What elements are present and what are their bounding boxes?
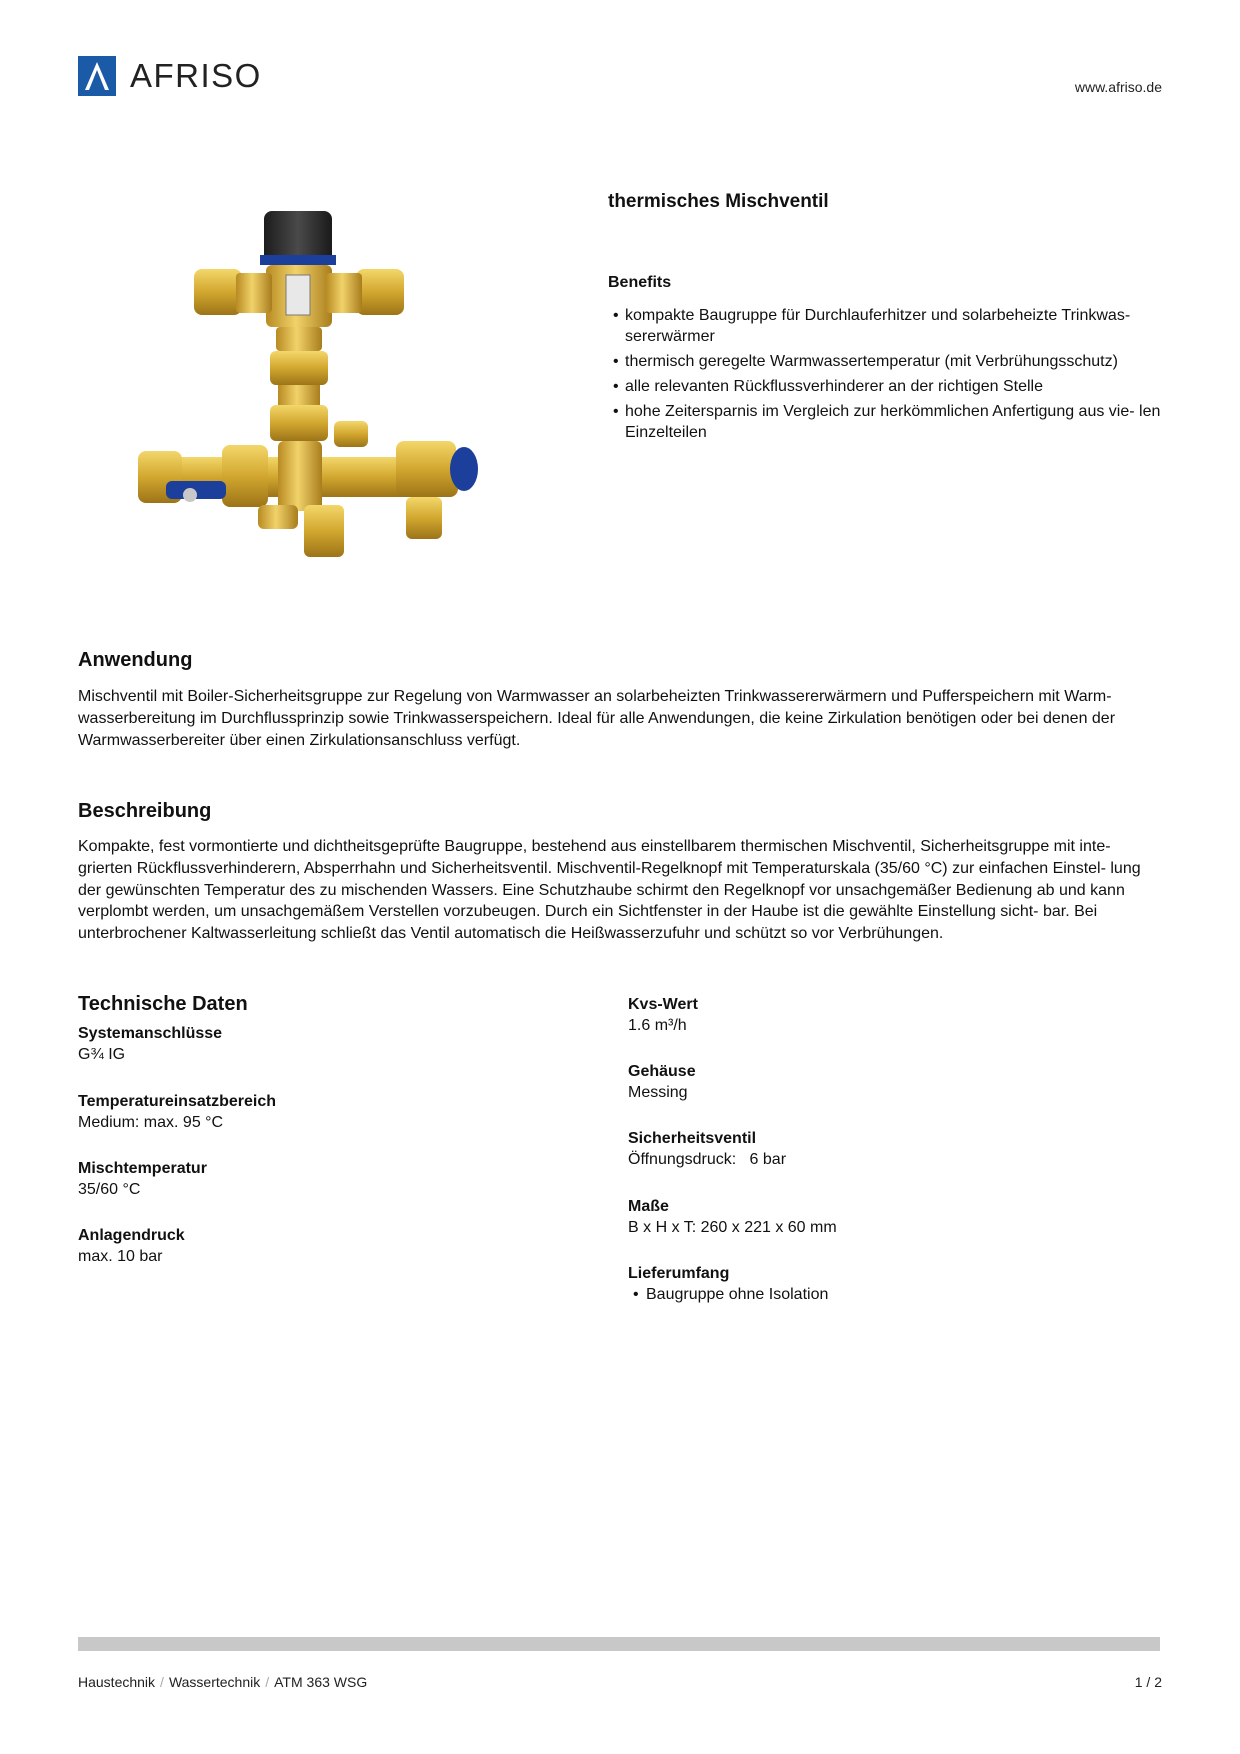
spec-mischtemperatur [78,1158,207,1200]
spec-gehaeuse [628,1061,696,1103]
spec-label: Maße [628,1198,669,1215]
lieferumfang-list [628,1284,828,1305]
breadcrumb [78,1674,367,1690]
spec-value: max. 10 bar [78,1248,163,1265]
benefit-item: • kompakte Baugruppe für Durchlauferhitzer und solarbeheizte Trinkwas- sererwärmer [608,305,1163,347]
page-number: 1 / 2 [1134,1674,1162,1690]
anwendung-heading: Anwendung [78,649,193,671]
spec-value: Öffnungsdruck: 6 bar [628,1151,787,1168]
spec-label: Anlagendruck [78,1227,185,1244]
spec-lieferumfang [628,1263,828,1305]
spec-label: Kvs-Wert [628,996,698,1013]
spec-temperatureinsatzbereich [78,1091,276,1133]
spec-label: Mischtemperatur [78,1160,207,1177]
spec-sicherheitsventil [628,1128,786,1170]
breadcrumb-separator: / [265,1674,270,1690]
spec-kvs-wert [628,994,698,1036]
product-image [128,205,538,570]
spec-label: Lieferumfang [628,1265,730,1282]
lieferumfang-item: • Baugruppe ohne Isolation [628,1284,828,1305]
spec-label: Gehäuse [628,1063,696,1080]
beschreibung-heading: Beschreibung [78,800,212,822]
spec-value: B x H x T: 260 x 221 x 60 mm [628,1219,837,1236]
spec-value: Medium: max. 95 °C [78,1114,224,1131]
breadcrumb-item[interactable]: ATM 363 WSG [274,1674,368,1690]
benefit-item: • hohe Zeitersparnis im Vergleich zur herkömmlichen Anfertigung aus vie- len Einzelteilen [608,401,1163,443]
beschreibung-text: Kompakte, fest vormontierte und dichtheitsgeprüfte Baugruppe, bestehend aus einstellbarem thermischen Mischventil, Sicherheitsgruppe mit inte- grierten Rückflussverhinderern, Absperrhahn und Sicherheitsventil. Mischventil-Regelknopf mit Temperaturskala (35/60 °C) zur einfachen Einstel- lung der gewünschten Temperatur des zu mischenden Wassers. Eine Schutzhaube schirmt den Regelknopf vor unsachgemäßer Bedienung ab und kann verplombt werden, um unsachgemäßem Verstellen vorzubeugen. Durch ein Sichtfenster in der Haube ist die gewählte Einstellung sicht- bar. Bei unterbrochener Kaltwasserleitung schließt das Ventil automatisch die Heißwasserzufuhr und schützt so vor Verbrühungen. [78,838,1141,943]
spec-anlagendruck [78,1225,185,1267]
benefit-item: • alle relevanten Rückflussverhinderer an der richtigen Stelle [608,376,1163,397]
spec-label: Temperatureinsatzbereich [78,1093,276,1110]
spec-value: Messing [628,1084,688,1101]
breadcrumb-item[interactable]: Wassertechnik [168,1674,261,1690]
breadcrumb-separator: / [160,1674,164,1690]
spec-value: G¾ IG [78,1046,126,1063]
product-title: thermisches Mischventil [608,191,829,212]
afriso-logo [78,54,318,98]
spec-value: 35/60 °C [78,1181,141,1198]
spec-masse [628,1196,837,1238]
spec-value: 1.6 m³/h [628,1017,687,1034]
spec-label: Systemanschlüsse [78,1025,223,1042]
technische-daten-heading: Technische Daten [78,993,248,1015]
afriso-logo-icon [78,56,116,96]
benefit-item: • thermisch geregelte Warmwassertemperatur (mit Verbrühungsschutz) [608,351,1163,372]
breadcrumb-item[interactable]: Haustechnik [78,1674,156,1690]
footer-bar [78,1637,1160,1651]
logo-text: AFRISO [130,57,262,94]
benefits-list [608,305,1163,447]
mixing-valve-icon [128,205,538,570]
spec-systemanschluesse [78,1023,222,1065]
anwendung-text: Mischventil mit Boiler-Sicherheitsgruppe zur Regelung von Warmwasser an solarbeheizten Trinkwassererwärmern und Pufferspeichern mit Warm- wasserbereitung im Durchflussprinzip sowie Trinkwasserspeichern. Ideal für alle Anwendungen, die keine Zirkulation benötigen oder bei denen der Warmwasserbereiter über einen Zirkulationsanschluss verfügt. [78,688,1116,749]
benefits-heading: Benefits [608,274,672,291]
spec-label: Sicherheitsventil [628,1130,757,1147]
website-url: www.afriso.de [1074,79,1162,95]
